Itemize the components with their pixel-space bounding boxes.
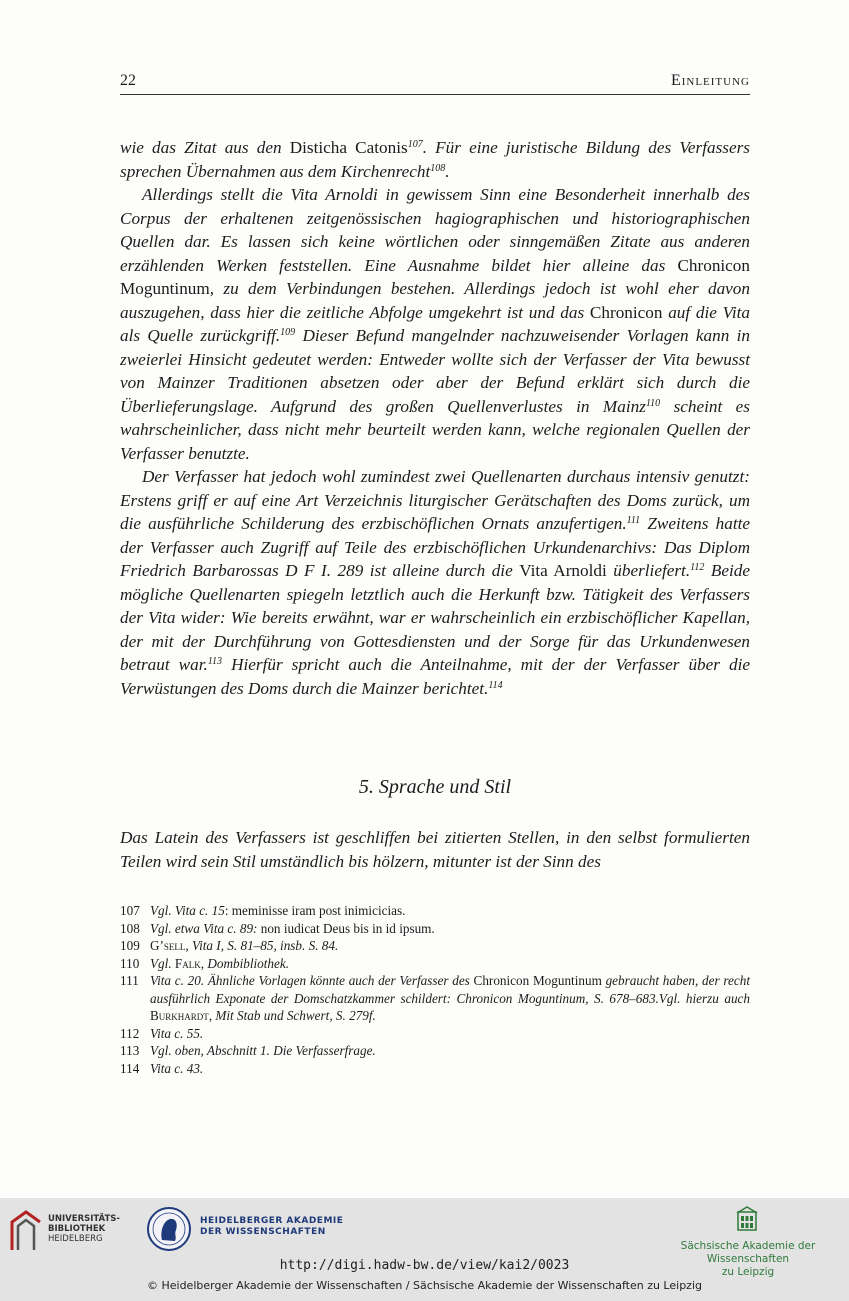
footer-bar xyxy=(0,1198,849,1301)
footnote-114: 114 Vita c. 43. xyxy=(120,1060,204,1076)
paragraph-4: Das Latein des Verfassers ist geschliffen bei zitierten Stellen, in den selbst formulierten Teilen wird sein Stil umständlich bis hölzern, mitunter ist der Sinn des xyxy=(120,828,750,871)
ub-logo-icon xyxy=(8,1206,44,1252)
paragraph-3: Der Verfasser hat jedoch wohl zumindest zwei Quellenarten durchaus intensiv genutzt: Erstens griff er auf eine Art Verzeichnis liturgischer Gerätschaften des Doms zurück, um die ausführliche Schilderung des erzbischöflichen Ornats anzufertigen.$^{111}$ Zweitens hatte der Verfasser auch Zugriff auf Teile des erzbischöflichen Urkundenarchivs: Das Diplom Friedrich Barbarossas D F I. 289 ist alleine durch die Vita Arnoldi überliefert.$^{112}$ Beide mögliche Quellenarten spiegeln letztlich auch die Herkunft bzw. Tätigkeit des Verfassers der Vita wider: Wie bereits erwähnt, war er wahrscheinlich ein erzbischöflicher Kapellan, der mit der Durchführung von Gottesdiensten und der Sorge für das Urkundenwesen betraut war.$^{113}$ Hierfür spricht auch die Anteilnahme, mit der der Verfasser über die Verwüstungen des Doms durch die Mainzer berichtet.$^{114}$ xyxy=(120,467,751,698)
ub-name: UNIVERSITÄTS- BIBLIOTHEK HEIDELBERG xyxy=(48,1214,120,1244)
running-head xyxy=(120,72,750,95)
section-text xyxy=(120,826,750,873)
saw-name: Sächsische Akademie der Wissenschaften zu Leipzig xyxy=(680,1240,816,1278)
footnote-113: 113 Vgl. oben, Abschnitt 1. Die Verfasserfrage. xyxy=(120,1043,376,1058)
haw-seal-icon xyxy=(146,1206,192,1252)
footnote-108: 108 Vgl. etwa Vita c. 89: non iudicat Deus bis in id ipsum. xyxy=(120,920,435,936)
body-text xyxy=(120,136,750,700)
haw-name: HEIDELBERGER AKADEMIE DER WISSENSCHAFTEN xyxy=(200,1216,344,1237)
footnote-107: 107 Vgl. Vita c. 15: meminisse iram post inimicicias. xyxy=(120,903,406,918)
paragraph-2: Allerdings stellt die Vita Arnoldi in gewissem Sinn eine Besonderheit innerhalb des Corpus der erhaltenen zeitgenössischen hagiographischen und historiographischen Quellen dar. Es lassen sich keine wörtlichen oder sinngemäßen Zitate aus anderen erzählenden Werken feststellen. Eine Ausnahme bildet hier alleine das Chronicon Moguntinum, zu dem Verbindungen bestehen. Allerdings jedoch ist wohl eher davon auszugehen, dass hier die zeitliche Abfolge umgekehrt ist und das Chronicon auf die Vita als Quelle zurückgriff.$^{109}$ Dieser Befund mangelnder nachzuweisender Vorlagen kann in zweierlei Hinsicht gedeutet werden: Entweder wollte sich der Verfasser der Vita bewusst von Mainzer Traditionen absetzen oder aber der Befund erklärt sich durch die Überlieferungslage. Aufgrund des großen Quellenverlustes in Mainz$^{110}$ scheint es wahrscheinlicher, dass nicht mehr beurteilt werden kann, welche regionalen Quellen der Verfasser benutzte. xyxy=(120,185,751,463)
footnote-112: 112 Vita c. 55. xyxy=(120,1025,204,1041)
footnote-111: 111 Vita c. 20. Ähnliche Vorlagen könnte auch der Verfasser des Chronicon Moguntinum gebraucht haben, der recht ausführlich Exponate der Domschatzkammer schildert: Chronicon Moguntinum, S. 678–683.Vgl. hierzu auch Burkhardt, Mit Stab und Schwert, S. 279f. xyxy=(120,973,750,1023)
footnote-109: 109 G’sell, Vita I, S. 81–85, insb. S. 84. xyxy=(120,938,339,953)
permalink[interactable]: http://digi.hadw-bw.de/view/kai2/0023 xyxy=(279,1258,570,1273)
footnotes xyxy=(120,902,750,1077)
page-number: 22 xyxy=(120,72,136,89)
saw-building-icon xyxy=(736,1206,758,1232)
copyright-notice: © Heidelberger Akademie der Wissenschaften / Sächsische Akademie der Wissenschaften zu Leipzig xyxy=(146,1279,702,1292)
footnote-110: 110 Vgl. Falk, Dombibliothek. xyxy=(120,955,290,971)
chapter-title: Einleitung xyxy=(670,72,750,89)
section-heading: 5. Sprache und Stil xyxy=(358,776,512,798)
paragraph-1: wie das Zitat aus den Disticha Catonis$^{107}$. Für eine juristische Bildung des Verfassers sprechen Übernahmen aus dem Kirchenrecht$^{108}$. xyxy=(120,138,750,181)
